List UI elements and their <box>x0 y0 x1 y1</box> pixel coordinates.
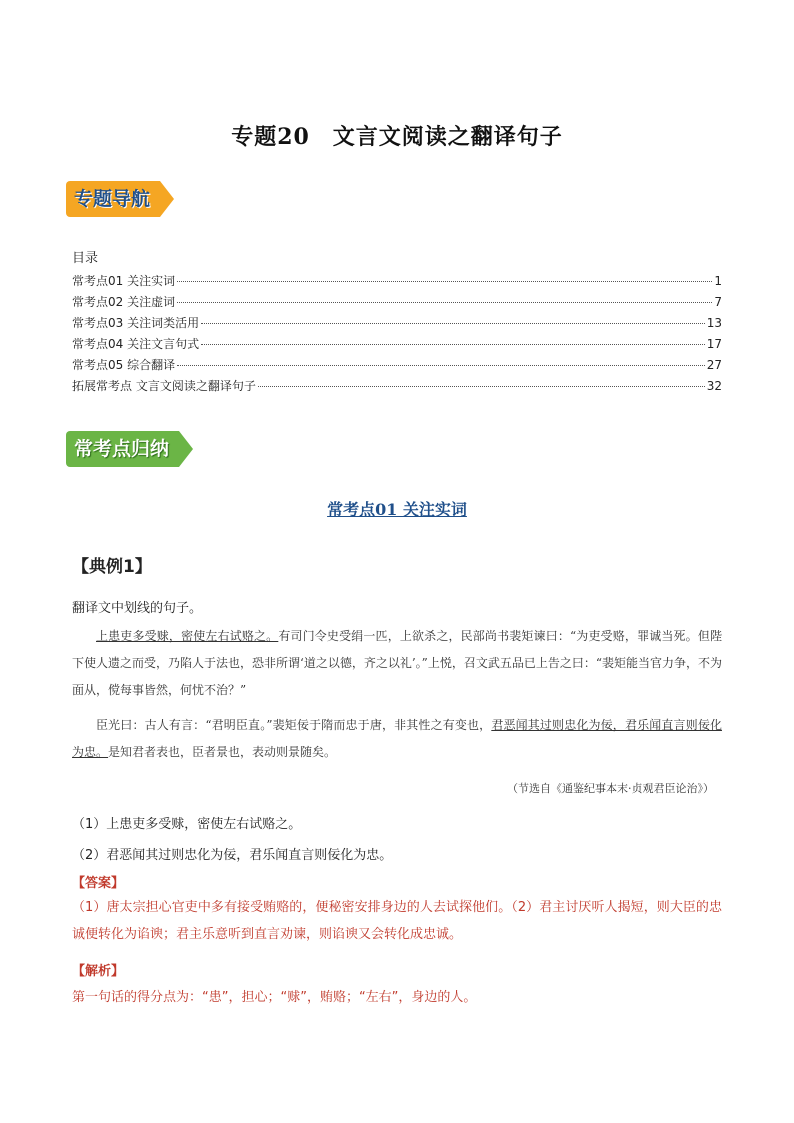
passage-source: （节选自《通鉴纪事本末·贞观君臣论治》） <box>507 782 714 795</box>
toc-leader-dots <box>177 365 705 366</box>
toc-leader-dots <box>201 344 705 345</box>
banner-arrow-icon <box>160 181 174 217</box>
toc-item-label: 常考点02 关注虚词 <box>72 295 176 309</box>
toc-item-page: 13 <box>706 316 722 330</box>
toc-item-label: 常考点05 综合翻译 <box>72 358 176 372</box>
banner-arrow-icon <box>179 431 193 467</box>
answer-text: （1）唐太宗担心官吏中多有接受贿赂的，便秘密安排身边的人去试探他们。（2）君主讨厌听人揭短，则大臣的忠诚便转化为谄谀；君主乐意听到直言劝谏，则谄谀又会转化成忠诚。 <box>72 900 722 942</box>
toc-leader-dots <box>201 323 705 324</box>
toc-item[interactable] <box>72 335 722 356</box>
passage-paragraph-1 <box>72 623 722 704</box>
toc-item[interactable] <box>72 272 722 293</box>
toc-item-label: 常考点01 关注实词 <box>72 274 176 288</box>
toc-item[interactable] <box>72 314 722 335</box>
analysis-label: 【解析】 <box>72 964 125 979</box>
toc-item[interactable] <box>72 377 722 398</box>
toc-item-page: 32 <box>706 379 722 393</box>
passage-paragraph-2 <box>72 712 722 766</box>
toc-item-page: 7 <box>714 295 722 309</box>
toc-item[interactable] <box>72 293 722 314</box>
underlined-sentence: 君恶闻其过则忠化为佞，君乐闻直言则佞化为忠。 <box>72 718 722 759</box>
instruction-text: 翻译文中划线的句子。 <box>72 601 203 616</box>
toc-leader-dots <box>177 281 712 282</box>
passage-text: 是知君者表也，臣者景也，表动则景随矣。 <box>108 745 337 759</box>
section-title[interactable]: 常考点01 关注实词 <box>327 500 467 519</box>
page-title: 专题20 文言文阅读之翻译句子 <box>231 124 563 150</box>
toc-leader-dots <box>177 302 712 303</box>
toc-item-page: 1 <box>714 274 722 288</box>
toc-item-page: 17 <box>706 337 722 351</box>
table-of-contents <box>72 247 722 398</box>
question-1: （1）上患吏多受赇，密使左右试赂之。 <box>72 817 302 832</box>
summary-banner <box>66 431 193 467</box>
nav-banner <box>66 181 174 217</box>
question-2: （2）君恶闻其过则忠化为佞，君乐闻直言则佞化为忠。 <box>72 848 393 863</box>
toc-leader-dots <box>258 386 705 387</box>
underlined-sentence: 上患吏多受赇，密使左右试赂之。 <box>96 629 279 643</box>
answer-label: 【答案】 <box>72 876 125 891</box>
analysis-text: 第一句话的得分点为：“患”，担心；“赇”，贿赂；“左右”，身边的人。 <box>72 990 477 1005</box>
toc-item-page: 27 <box>706 358 722 372</box>
summary-banner-label: 常考点归纳 <box>66 431 179 467</box>
toc-item-label: 常考点03 关注词类活用 <box>72 316 200 330</box>
toc-item[interactable] <box>72 356 722 377</box>
toc-item-label: 拓展常考点 文言文阅读之翻译句子 <box>72 379 256 393</box>
passage-text: 有司门令史受绢一匹，上欲杀之，民部尚书裴矩谏曰：“为吏受赂，罪诚当死。但陛下使人遗之而受，乃陷人于法也，恐非所谓‘道之以德，齐之以礼’。”上悦，召文武五品已上告之曰：“裴矩能当官力争，不为面从，傥每事皆然，何忧不治？” <box>72 629 722 697</box>
toc-item-label: 常考点04 关注文言句式 <box>72 337 200 351</box>
passage-text: 臣光曰：古人有言：“君明臣直。”裴矩佞于隋而忠于唐，非其性之有变也， <box>96 718 492 732</box>
nav-banner-label: 专题导航 <box>66 181 160 217</box>
example-label: 【典例1】 <box>72 557 152 577</box>
toc-heading: 目录 <box>72 251 99 266</box>
